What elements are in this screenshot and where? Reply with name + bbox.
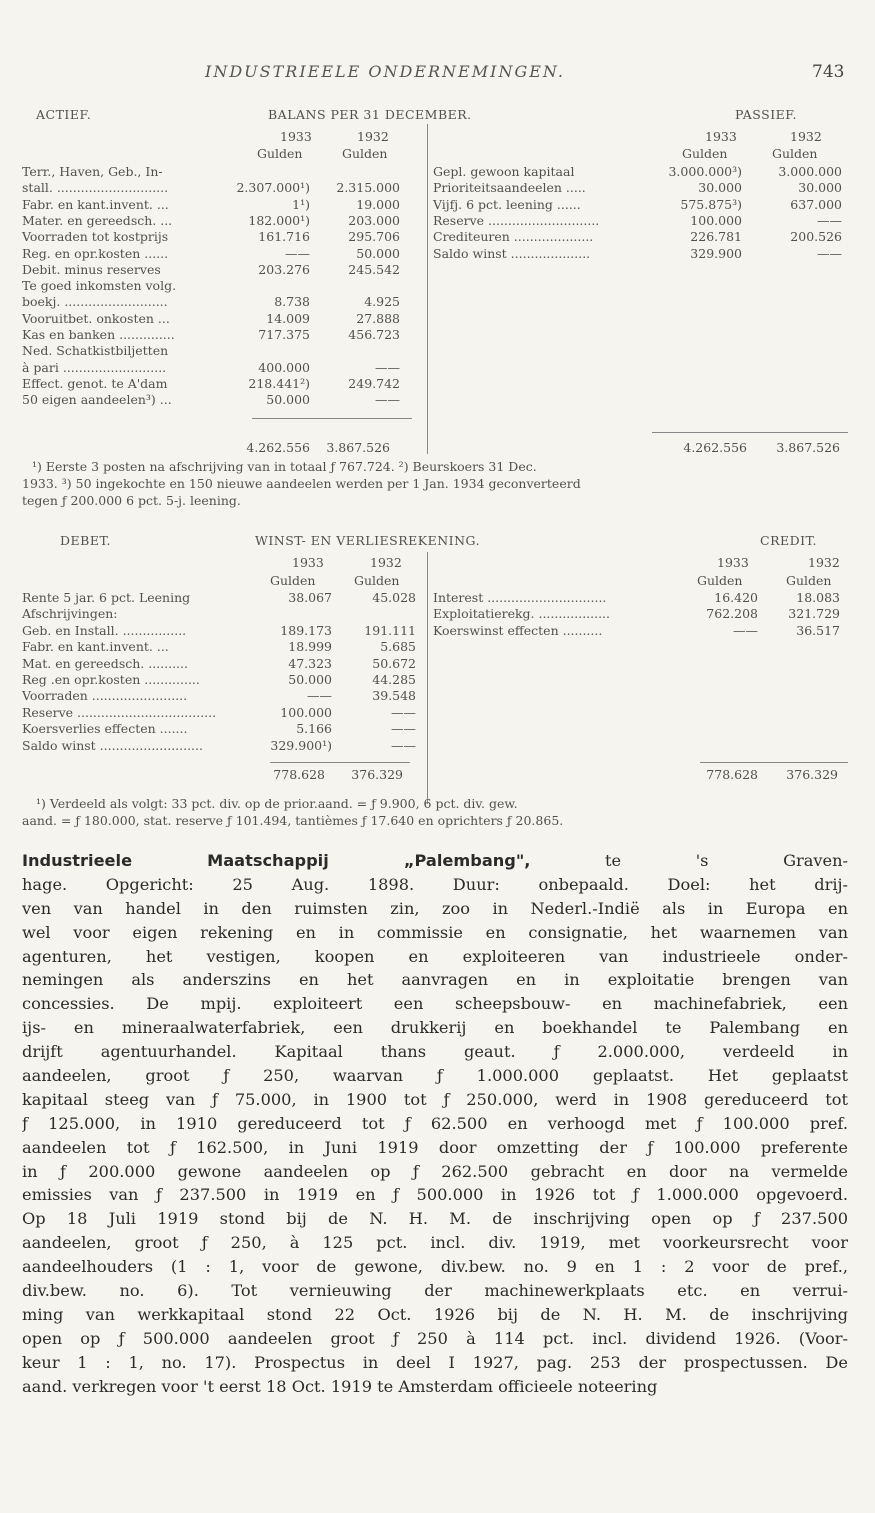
row-label: Voorraden ........................ <box>22 688 188 704</box>
total-1933-assets: 4.262.556 <box>246 440 310 455</box>
row-label: Reg .en opr.kosten .............. <box>22 672 200 687</box>
row-label: Fabr. en kant.invent. ... <box>22 639 169 655</box>
row-label: Fabr. en kant.invent. ... <box>22 196 169 212</box>
row-value-1933: 18.999 <box>288 639 332 655</box>
paragraph-line: concessies. De mpij. exploiteert een scheepsbouw- en machinefabriek, een <box>22 994 848 1014</box>
row-value-1933: 3.000.000³) <box>668 164 742 179</box>
row-value-1933: 717.375 <box>258 327 310 342</box>
company-description <box>22 849 848 1398</box>
paragraph-line: aand. verkregen voor 't eerst 18 Oct. 1919 te Amsterdam officieele noteering <box>22 1376 658 1396</box>
row-value-1932: 4.925 <box>364 294 400 310</box>
row-value-1933: 189.173 <box>280 622 332 638</box>
row-label: Voorraden tot kostprijs <box>22 229 169 245</box>
paragraph-line: hage. Opgericht: 25 Aug. 1898. Duur: onbepaald. Doel: het drij- <box>22 874 848 894</box>
year-header-1933: 1933 <box>292 555 324 570</box>
row-label: Crediteuren .................... <box>433 229 594 245</box>
row-value-1933: 100.000 <box>690 212 742 228</box>
total-rule <box>252 418 412 419</box>
row-value-1932: 2.315.000 <box>336 180 400 196</box>
row-value-1933: 329.900 <box>690 245 742 261</box>
row-label: Rente 5 jar. 6 pct. Leening <box>22 590 191 605</box>
total-1933-debit: 778.628 <box>273 767 325 782</box>
row-label: Gepl. gewoon kapitaal <box>433 164 575 179</box>
year-header-1933: 1933 <box>705 129 737 144</box>
row-label: à pari .......................... <box>22 359 167 375</box>
row-value-1933: 2.307.000¹) <box>236 180 310 196</box>
company-name: Industrieele Maatschappij „Palembang", <box>22 851 531 870</box>
paragraph-line: aandeelhouders (1 : 1, voor de gewone, div.bew. no. 9 en 1 : 2 voor de pref., <box>22 1257 848 1277</box>
paragraph-line: div.bew. no. 6). Tot vernieuwing der machinewerkplaats etc. en verrui- <box>22 1281 848 1301</box>
row-value-1932: 36.517 <box>796 622 840 638</box>
row-value-1932: 19.000 <box>356 196 400 212</box>
row-label: Koerswinst effecten .......... <box>433 622 603 638</box>
row-value-1932: 30.000 <box>798 180 842 196</box>
row-value-1932: 3.000.000 <box>778 164 842 179</box>
row-value-1932: 456.723 <box>348 327 400 342</box>
row-label: Interest .............................. <box>433 590 607 605</box>
row-label: Reserve ............................ <box>433 212 600 228</box>
row-value-1932: 637.000 <box>790 196 842 212</box>
paragraph-line: nemingen als anderszins en het aanvragen en in exploitatie brengen van <box>22 970 848 990</box>
paragraph-line: keur 1 : 1, no. 17). Prospectus in deel I 1927, pag. 253 der prospectussen. De <box>22 1352 848 1372</box>
paragraph-line: aandeelen, groot ƒ 250, waarvan ƒ 1.000.000 geplaatst. Het geplaatst <box>22 1066 848 1086</box>
unit-header: Gulden <box>682 146 728 161</box>
row-value-1932: 50.672 <box>372 655 416 671</box>
row-label: Vooruitbet. onkosten ... <box>22 310 170 326</box>
row-value-1932: —— <box>391 704 416 720</box>
total-1932-debit: 376.329 <box>351 767 403 782</box>
row-value-1932: 249.742 <box>348 375 400 391</box>
balance-footnote: 1933. ³) 50 ingekochte en 150 nieuwe aandeelen werden per 1 Jan. 1934 geconverteerd <box>22 476 581 491</box>
year-header-1932: 1932 <box>808 555 840 570</box>
unit-header: Gulden <box>342 146 388 161</box>
row-value-1932: 50.000 <box>356 245 400 261</box>
unit-header: Gulden <box>354 573 400 588</box>
total-rule <box>700 762 848 763</box>
unit-header: Gulden <box>772 146 818 161</box>
paragraph-line: Op 18 Juli 1919 stond bij de N. H. M. de inschrijving open op ƒ 237.500 <box>22 1209 848 1229</box>
row-value-1933: 30.000 <box>698 180 742 196</box>
row-value-1932: 295.706 <box>348 229 400 245</box>
row-value-1932: 245.542 <box>348 261 400 277</box>
paragraph-line: emissies van ƒ 237.500 in 1919 en ƒ 500.000 in 1926 tot ƒ 1.000.000 opgevoerd. <box>22 1185 848 1205</box>
row-label: Ned. Schatkistbiljetten <box>22 343 169 359</box>
paragraph-line: ming van werkkapitaal stond 22 Oct. 1926 bij de N. H. M. de inschrijving <box>22 1304 848 1324</box>
running-header: INDUSTRIEELE ONDERNEMINGEN. <box>205 62 565 81</box>
row-value-1932: —— <box>391 737 416 753</box>
row-value-1932: —— <box>391 721 416 737</box>
balance-caption-center: BALANS PER 31 DECEMBER. <box>268 107 472 122</box>
row-value-1932: 200.526 <box>790 229 842 245</box>
row-value-1933: 400.000 <box>258 359 310 375</box>
pl-footnote: aand. = ƒ 180.000, stat. reserve ƒ 101.494, tantièmes ƒ 17.640 en oprichters ƒ 20.865. <box>22 813 564 828</box>
row-label: Mater. en gereedsch. ... <box>22 212 173 228</box>
row-label: Afschrijvingen: <box>22 606 118 622</box>
paragraph-line: ƒ 125.000, in 1910 gereduceerd tot ƒ 62.500 en verhoogd met ƒ 100.000 pref. <box>22 1113 848 1133</box>
row-value-1933: 1¹) <box>292 196 310 212</box>
row-value-1933: 762.208 <box>706 606 758 622</box>
row-label: Reserve ................................... <box>22 704 217 720</box>
paragraph-line: agenturen, het vestigen, koopen en exploiteeren van industrieele onder- <box>22 946 848 966</box>
row-value-1932: —— <box>817 245 842 261</box>
pl-caption-right: CREDIT. <box>760 533 818 548</box>
row-value-1932: 5.685 <box>380 639 416 655</box>
row-value-1933: —— <box>307 688 332 704</box>
year-header-1932: 1932 <box>790 129 822 144</box>
row-value-1932: 321.729 <box>788 606 840 622</box>
row-label: Saldo winst .................... <box>433 245 591 261</box>
page-number: 743 <box>812 62 845 82</box>
paragraph-line: wel voor eigen rekening en in commissie en consignatie, het waarnemen van <box>22 922 848 942</box>
paragraph-line: ven van handel in den ruimsten zin, zoo in Nederl.-Indië als in Europa en <box>22 898 848 918</box>
row-value-1932: —— <box>375 359 400 375</box>
row-value-1933: 16.420 <box>714 590 758 605</box>
unit-header: Gulden <box>270 573 316 588</box>
row-value-1933: —— <box>733 622 758 638</box>
total-1932-liabilities: 3.867.526 <box>776 440 840 455</box>
row-value-1932: —— <box>375 392 400 408</box>
balance-footnote: ¹) Eerste 3 posten na afschrijving van in totaal ƒ 767.724. ²) Beurskoers 31 Dec. <box>32 459 537 474</box>
total-1933-credit: 778.628 <box>706 767 758 782</box>
row-value-1933: 226.781 <box>690 229 742 245</box>
pl-caption-left: DEBET. <box>60 533 111 548</box>
unit-header: Gulden <box>697 573 743 588</box>
total-1932-credit: 376.329 <box>786 767 838 782</box>
total-1933-liabilities: 4.262.556 <box>683 440 747 455</box>
row-value-1933: 203.276 <box>258 261 310 277</box>
row-value-1933: 182.000¹) <box>248 212 310 228</box>
row-label: Exploitatierekg. .................. <box>433 606 611 622</box>
unit-header: Gulden <box>786 573 832 588</box>
row-value-1932: 191.111 <box>364 622 416 638</box>
balance-caption-left: ACTIEF. <box>36 107 92 122</box>
balance-footnote: tegen ƒ 200.000 6 pct. 5-j. leening. <box>22 493 241 508</box>
row-value-1933: 218.441²) <box>248 375 310 391</box>
paragraph-line: Industrieele Maatschappij „Palembang", te 's Graven- <box>22 851 848 870</box>
year-header-1932: 1932 <box>370 555 402 570</box>
year-header-1933: 1933 <box>717 555 749 570</box>
paragraph-line: in ƒ 200.000 gewone aandeelen op ƒ 262.500 gebracht en door na vermelde <box>22 1161 848 1181</box>
row-label: Terr., Haven, Geb., In- <box>22 164 163 179</box>
row-label: Saldo winst .......................... <box>22 737 203 753</box>
row-value-1933: 575.875³) <box>680 196 742 212</box>
row-value-1932: 44.285 <box>372 672 416 687</box>
row-value-1933: 14.009 <box>266 310 310 326</box>
paragraph-line: ijs- en mineraalwaterfabriek, een drukkerij en boekhandel te Palembang en <box>22 1018 848 1038</box>
row-label: Prioriteitsaandeelen ..... <box>433 180 586 196</box>
row-value-1933: 100.000 <box>280 704 332 720</box>
paragraph-line: kapitaal steeg van ƒ 75.000, in 1900 tot ƒ 250.000, werd in 1908 gereduceerd tot <box>22 1089 848 1109</box>
column-divider <box>427 552 428 804</box>
row-value-1933: 50.000 <box>266 392 310 408</box>
paragraph-line: aandeelen, groot ƒ 250, à 125 pct. incl. div. 1919, met voorkeursrecht voor <box>22 1233 848 1253</box>
row-label: Te goed inkomsten volg. <box>22 278 177 294</box>
total-1932-assets: 3.867.526 <box>326 440 390 455</box>
row-value-1933: 8.738 <box>274 294 310 310</box>
row-value-1933: 50.000 <box>288 672 332 687</box>
paragraph-line: open op ƒ 500.000 aandeelen groot ƒ 250 à 114 pct. incl. dividend 1926. (Voor- <box>22 1328 848 1348</box>
row-value-1932: 27.888 <box>356 310 400 326</box>
year-header-1932: 1932 <box>357 129 389 144</box>
row-value-1933: —— <box>285 245 310 261</box>
year-header-1933: 1933 <box>280 129 312 144</box>
paragraph-line: aandeelen tot ƒ 162.500, in Juni 1919 door omzetting der ƒ 100.000 preferente <box>22 1137 848 1157</box>
column-divider <box>427 124 428 454</box>
row-label: Kas en banken .............. <box>22 327 175 342</box>
balance-caption-right: PASSIEF. <box>735 107 797 122</box>
row-label: stall. ............................ <box>22 180 169 196</box>
row-label: Vijfj. 6 pct. leening ...... <box>433 196 581 212</box>
row-value-1932: 18.083 <box>796 590 840 605</box>
row-value-1932: —— <box>817 212 842 228</box>
row-label: 50 eigen aandeelen³) ... <box>22 392 172 408</box>
unit-header: Gulden <box>257 146 303 161</box>
row-value-1933: 329.900¹) <box>270 737 332 753</box>
row-value-1932: 39.548 <box>372 688 416 704</box>
row-label: Effect. genot. te A'dam <box>22 375 168 391</box>
row-label: Koersverlies effecten ....... <box>22 721 188 737</box>
paragraph-line: drijft agentuurhandel. Kapitaal thans geaut. ƒ 2.000.000, verdeeld in <box>22 1042 848 1062</box>
row-label: Geb. en Install. ................ <box>22 622 187 638</box>
row-label: Reg. en opr.kosten ...... <box>22 245 169 261</box>
row-value-1932: 203.000 <box>348 212 400 228</box>
pl-caption-center: WINST- EN VERLIESREKENING. <box>255 533 481 548</box>
row-value-1932: 45.028 <box>372 590 416 605</box>
total-rule <box>270 762 410 763</box>
row-label: boekj. .......................... <box>22 294 168 310</box>
row-label: Mat. en gereedsch. .......... <box>22 655 188 671</box>
row-value-1933: 5.166 <box>296 721 332 737</box>
row-value-1933: 38.067 <box>288 590 332 605</box>
row-label: Debit. minus reserves <box>22 261 161 277</box>
row-value-1933: 47.323 <box>288 655 332 671</box>
total-rule <box>652 432 848 433</box>
row-value-1933: 161.716 <box>258 229 310 245</box>
pl-footnote: ¹) Verdeeld als volgt: 33 pct. div. op de prior.aand. = ƒ 9.900, 6 pct. div. gew. <box>36 796 518 811</box>
